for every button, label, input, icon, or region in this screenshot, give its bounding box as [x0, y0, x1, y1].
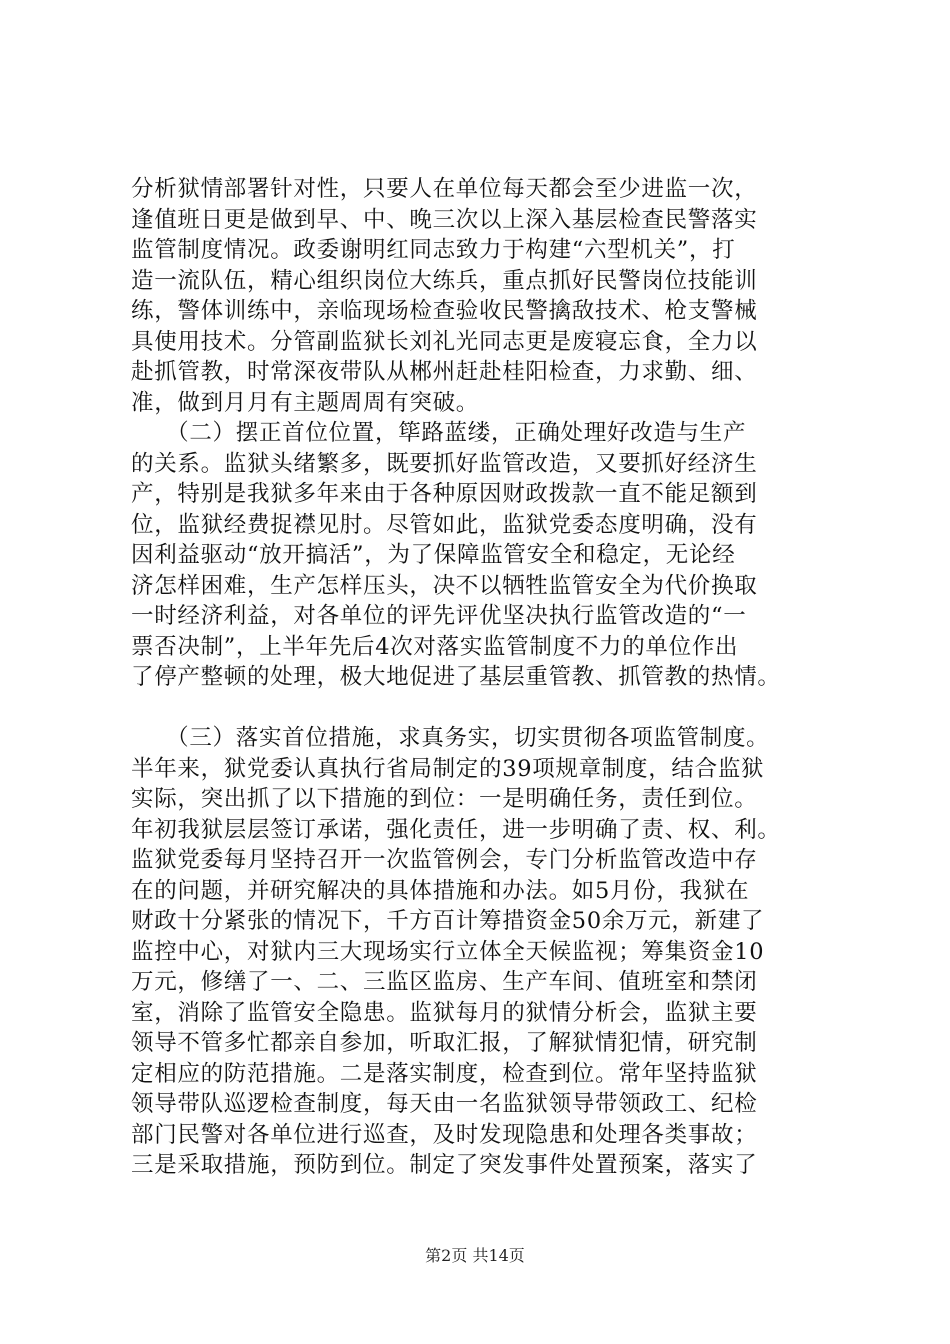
text-line: （三）落实首位措施，求真务实，切实贯彻各项监管制度。: [131, 725, 770, 751]
text-line: 室，消除了监管安全隐患。监狱每月的狱情分析会，监狱主要: [131, 999, 758, 1026]
text-line: 监控中心，对狱内三大现场实行立体全天候监视；筹集资金10: [131, 938, 765, 965]
text-line: 领导带队巡逻检查制度，每天由一名监狱领导带领政工、纪检: [131, 1091, 758, 1117]
text-line: 领导不管多忙都亲自参加，听取汇报，了解狱情犯情，研究制: [131, 1030, 758, 1056]
text-line: 万元，修缮了一、二、三监区监房、生产车间、值班室和禁闭: [131, 969, 758, 995]
text-line: 准，做到月月有主题周周有突破。: [131, 389, 480, 416]
page-number-footer: 第2页 共14页: [425, 1246, 525, 1265]
paragraph-spacer: [131, 693, 831, 724]
paragraph-3: [131, 723, 831, 1181]
text-line: 定相应的防范措施。二是落实制度，检查到位。常年坚持监狱: [131, 1060, 758, 1087]
paragraph-1: [131, 174, 831, 418]
text-line: 实际，突出抓了以下措施的到位：一是明确任务，责任到位。: [131, 786, 758, 812]
text-line: 因利益驱动“放开搞活”，为了保障监管安全和稳定，无论经: [131, 542, 736, 568]
text-line: 年初我狱层层签订承诺，强化责任，进一步明确了责、权、利。: [131, 816, 781, 843]
text-line: 票否决制”，上半年先后4次对落实监管制度不力的单位作出: [131, 633, 739, 660]
text-line: 了停产整顿的处理，极大地促进了基层重管教、抓管教的热情。: [131, 664, 781, 690]
text-line: 财政十分紧张的情况下，千方百计筹措资金50余万元，新建了: [131, 908, 765, 934]
text-line: 在的问题，并研究解决的具体措施和办法。如5月份，我狱在: [131, 877, 750, 904]
text-line: 逢值班日更是做到早、中、晚三次以上深入基层检查民警落实: [131, 206, 758, 233]
text-line: 半年来，狱党委认真执行省局制定的39项规章制度，结合监狱: [131, 755, 765, 782]
text-line: 练，警体训练中，亲临现场检查验收民警擒敌技术、枪支警械: [131, 298, 758, 324]
text-line: 三是采取措施，预防到位。制定了突发事件处置预案，落实了: [131, 1152, 758, 1178]
text-line: 监管制度情况。政委谢明红同志致力于构建“六型机关”，打: [131, 237, 736, 263]
text-line: 具使用技术。分管副监狱长刘礼光同志更是废寝忘食，全力以: [131, 328, 758, 355]
text-line: 部门民警对各单位进行巡查，及时发现隐患和处理各类事故；: [131, 1121, 758, 1148]
paragraph-2: [131, 418, 831, 693]
text-line: 的关系。监狱头绪繁多，既要抓好监管改造，又要抓好经济生: [131, 450, 758, 477]
text-line: 济怎样困难，生产怎样压头，决不以牺牲监管安全为代价换取: [131, 572, 758, 599]
text-line: 一时经济利益，对各单位的评先评优坚决执行监管改造的“一: [131, 603, 747, 629]
text-line: 分析狱情部署针对性，只要人在单位每天都会至少进监一次，: [131, 176, 758, 202]
text-line: （二）摆正首位位置，筚路蓝缕，正确处理好改造与生产: [131, 420, 747, 446]
text-line: 位，监狱经费捉襟见肘。尽管如此，监狱党委态度明确，没有: [131, 511, 758, 538]
document-body: [131, 174, 831, 1181]
text-line: 赴抓管教，时常深夜带队从郴州赶赴桂阳检查，力求勤、细、: [131, 359, 758, 385]
text-line: 造一流队伍，精心组织岗位大练兵，重点抓好民警岗位技能训: [131, 267, 758, 294]
text-line: 监狱党委每月坚持召开一次监管例会，专门分析监管改造中存: [131, 847, 758, 873]
text-line: 产，特别是我狱多年来由于各种原因财政拨款一直不能足额到: [131, 481, 758, 507]
